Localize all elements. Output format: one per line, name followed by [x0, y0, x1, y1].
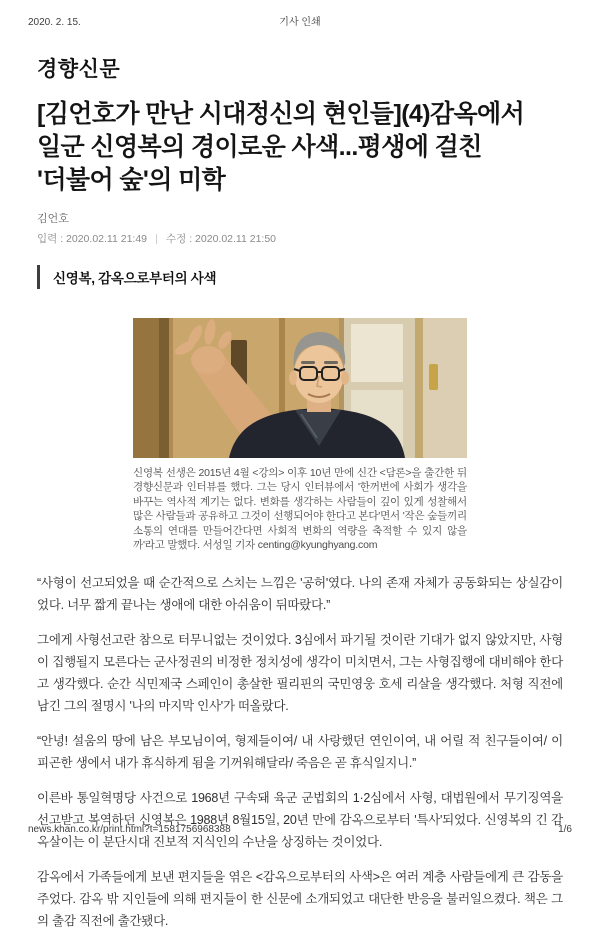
article-subheading: 신영복, 감옥으로부터의 사색: [37, 265, 563, 289]
article-photo: [133, 318, 467, 552]
body-paragraph: “안녕! 설움의 땅에 남은 부모님이여, 형제들이여/ 내 사랑했던 연인이여, 내 어릴 적 친구들이여/ 이 피곤한 생에서 내가 휴식하게 됨을 기꺼워해달라/ 죽음은 곧 휴식일지니.”: [37, 734, 563, 771]
published-date: 입력 : 2020.02.11 21:49: [37, 233, 148, 245]
article-body: [37, 572, 563, 932]
print-date: 2020. 2. 15.: [28, 17, 81, 28]
print-page-title: 기사 인쇄: [279, 17, 321, 28]
print-footer-url: news.khan.co.kr/print.html?t=1581756968388: [28, 824, 231, 835]
photo-illustration: [133, 318, 467, 458]
browser-print-header: [0, 0, 600, 28]
article-dates: [37, 231, 563, 246]
body-paragraph: 이른바 통일혁명당 사건으로 1968년 구속돼 육군 군법회의 1·2심에서 사형, 대법원에서 무기징역을 선고받고 복역하던 신영복은 1988년 8월15일, 20년 만에 감옥으로부터 '특사'되었다. 신영복의 긴 감옥살이는 이 분단시대 진보적 지식인의 수난을 상징하는 것이었다.: [37, 791, 563, 850]
page-number: 1/6: [558, 824, 572, 835]
body-paragraph: 감옥에서 가족들에게 보낸 편지들을 엮은 <감옥으로부터의 사색>은 여러 계층 사람들에게 큰 감동을 주었다. 감옥 밖 지인들에 의해 편지들이 한 신문에 소개되었고 대단한 반응을 불러일으켰다. 책은 그의 출감 직전에 출간됐다.: [37, 870, 563, 929]
face: [294, 345, 344, 403]
byline: [37, 210, 563, 246]
browser-print-footer: [28, 824, 572, 835]
article-headline: [김언호가 만난 시대정신의 현인들](4)감옥에서 일군 신영복의 경이로운 사색...평생에 걸친 '더불어 숲'의 미학: [37, 100, 525, 194]
body-paragraph: “사형이 선고되었을 때 순간적으로 스치는 느낌은 '공허'였다. 나의 존재 자체가 공동화되는 상실감이었다. 너무 짧게 끝나는 생애에 대한 아쉬움이 뒤따랐다.”: [37, 576, 563, 613]
article-content: [0, 53, 600, 932]
photo-caption: 신영복 선생은 2015년 4월 <강의> 이후 10년 만에 신간 <담론>을 출간한 뒤 경향신문과 인터뷰를 했다. 그는 당시 인터뷰에서 '한꺼번에 사회가 생각을 바꾸는 역사적 계기는 없다. 변화를 생각하는 사람들이 깊이 있게 성찰해서 많은 사람들과 공유하고 그것이 선행되어야 한다고 본다'면서 '작은 숲들끼리 소통의 연대를 만들어간다면 사회적 변화의 역량을 축적할 수 있지 않을까'라고 말했다. 서성일 기자 centing@kyunghyang.com: [133, 467, 467, 551]
newspaper-logo: 경향신문: [37, 58, 121, 81]
date-divider: [156, 234, 157, 244]
modified-date: 수정 : 2020.02.11 21:50: [166, 233, 277, 245]
body-paragraph: 그에게 사형선고란 참으로 터무니없는 것이었다. 3심에서 파기될 것이란 기대가 없지 않았지만, 사형이 집행될지 모른다는 군사정권의 비정한 정치성에 생각이 미치면서, 그는 사형집행에 대비해야 한다고 생각했다. 순간 식민제국 스페인이 총살한 필리핀의 국민영웅 호세 리살을 생각했다. 처형 직전에 남긴 그의 절명시 '나의 마지막 인사'가 떠올랐다.: [37, 633, 563, 714]
author-name: 김언호: [37, 213, 69, 225]
